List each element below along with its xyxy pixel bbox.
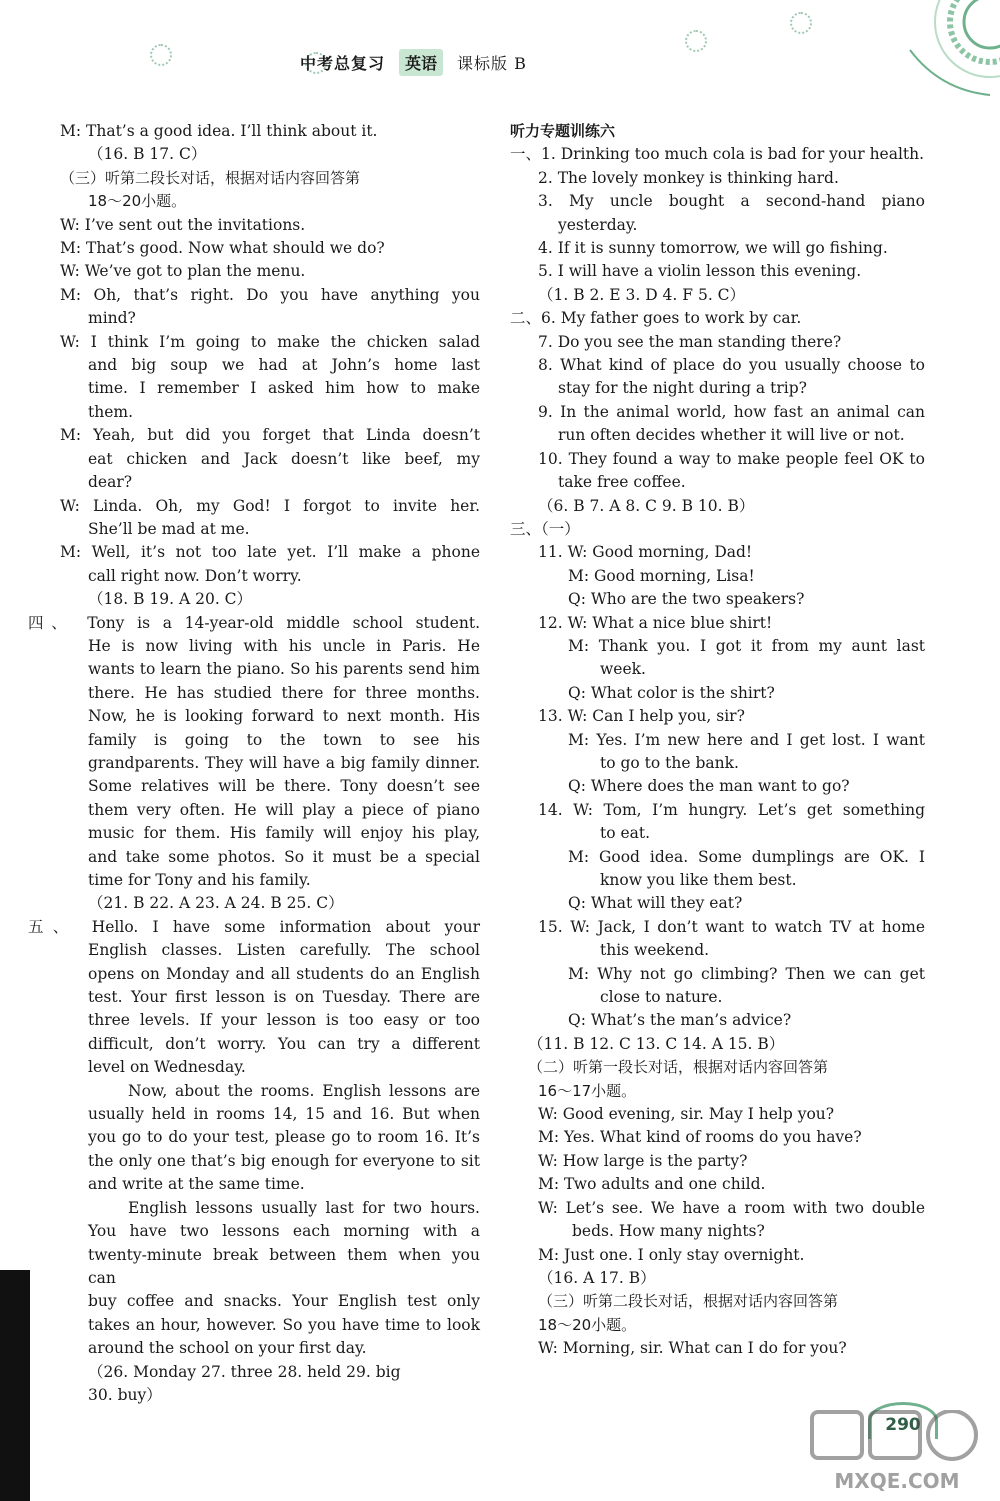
passage-line: level on Wednesday. [88, 1058, 246, 1077]
passage-line: He is now living with his uncle in Paris. He [88, 636, 480, 655]
answer-key: （21. B 22. A 23. A 24. B 25. C） [88, 894, 344, 913]
dialogue-line: M: Yes. What kind of rooms do you have? [538, 1128, 862, 1147]
series-title: 中考总复习 [300, 53, 386, 73]
passage-line: family is going to the town to see his [88, 730, 480, 749]
passage-line: there. He has studied there for three months. [88, 683, 480, 702]
dialogue-line: M: That’s a good idea. I’ll think about it. [60, 122, 378, 140]
passage-line: English lessons usually last for two hours. [128, 1198, 480, 1217]
answer-key: （11. B 12. C 13. C 14. A 15. B） [528, 1034, 785, 1053]
passage-line: Now, about the rooms. English lessons are [128, 1081, 480, 1100]
section-instruction: 16～17小题。 [538, 1081, 637, 1100]
dialogue-line: W: I think I’m going to make the chicken salad [60, 332, 480, 351]
sentence-line: run often decides whether it will live or not. [558, 426, 905, 445]
dialogue-line: 14. W: Tom, I’m hungry. Let’s get something [538, 800, 925, 819]
subject-label: 英语 [399, 49, 443, 76]
corner-ornament [900, 0, 1000, 110]
section-heading: 听力专题训练六 [510, 122, 616, 140]
dialogue-line: W: I’ve sent out the invitations. [60, 215, 306, 234]
section-instruction: （三）听第二段长对话，根据对话内容回答第 [60, 168, 361, 187]
dialogue-line: W: Let’s see. We have a room with two double [538, 1198, 925, 1217]
decorative-dot [150, 44, 172, 66]
dialogue-line: them. [88, 402, 134, 421]
passage-line: around the school on your first day. [88, 1339, 367, 1358]
passage-line: and write at the same time. [88, 1175, 305, 1194]
passage-line: usually held in rooms 14, 15 and 16. But when [88, 1105, 480, 1124]
section-heading: 三、（一） [510, 519, 580, 538]
dialogue-line: this weekend. [600, 941, 710, 960]
dialogue-line: 12. W: What a nice blue shirt! [538, 613, 773, 632]
dialogue-line: W: Linda. Oh, my God! I forgot to invite her. [60, 496, 480, 515]
dialogue-line: time. I remember I asked him how to make [88, 379, 480, 398]
passage-line: You have two lessons each morning with a [88, 1222, 480, 1241]
dialogue-line: close to nature. [600, 988, 723, 1007]
dialogue-line: Q: What will they eat? [568, 894, 743, 913]
dialogue-line: W: We’ve got to plan the menu. [60, 262, 306, 281]
dialogue-line: M: Good morning, Lisa! [568, 566, 755, 585]
passage-line: Some relatives will be there. Tony doesn’t see [88, 777, 480, 796]
dialogue-line: W: Morning, sir. What can I do for you? [538, 1339, 847, 1358]
passage-line: opens on Monday and all students do an English [88, 964, 480, 983]
dialogue-line: M: Good idea. Some dumplings are OK. I [568, 847, 925, 866]
passage-line: them very often. He will play a piece of piano [88, 800, 480, 819]
scan-edge [0, 1270, 30, 1501]
decorative-dot [685, 30, 707, 52]
section-instruction: （二）听第一段长对话，根据对话内容回答第 [528, 1058, 829, 1077]
answer-key: （1. B 2. E 3. D 4. F 5. C） [538, 285, 746, 304]
dialogue-line: Q: Where does the man want to go? [568, 777, 850, 796]
page-number: 290 [868, 1402, 938, 1439]
dialogue-line: call right now. Don’t worry. [88, 566, 302, 585]
sentence-line: 9. In the animal world, how fast an animal can [538, 402, 925, 421]
dialogue-line: M: Well, it’s not too late yet. I’ll make a phone [60, 543, 480, 562]
passage-line: three levels. If your lesson is too easy or too [88, 1011, 480, 1030]
dialogue-line: beds. How many nights? [572, 1222, 765, 1241]
passage-line: grandparents. They will have a big family dinner. [88, 753, 480, 772]
passage-line: time for Tony and his family. [88, 871, 311, 889]
dialogue-line: know you like them best. [600, 871, 797, 889]
decorative-dot [790, 12, 812, 34]
passage-line: Now, he is looking forward to next month. His [88, 707, 480, 726]
dialogue-line: mind? [88, 309, 136, 328]
dialogue-line: W: How large is the party? [538, 1151, 748, 1170]
dialogue-line: M: Yeah, but did you forget that Linda doesn’t [60, 426, 480, 445]
dialogue-line: 11. W: Good morning, Dad! [538, 543, 753, 562]
section-instruction: 18～20小题。 [538, 1315, 637, 1334]
answer-key: （6. B 7. A 8. C 9. B 10. B） [538, 496, 755, 515]
watermark-logo [802, 1410, 992, 1495]
sentence-line: 一、1. Drinking too much cola is bad for your health. [510, 145, 925, 164]
passage-line: English classes. Listen carefully. The school [88, 941, 480, 960]
dialogue-line: and big soup we had at John’s home last [88, 356, 480, 375]
dialogue-line: Q: What’s the man’s advice? [568, 1011, 792, 1030]
dialogue-line: M: Why not go climbing? Then we can get [568, 964, 925, 983]
passage-line: twenty-minute break between them when you can [88, 1245, 480, 1287]
sentence-line: 8. What kind of place do you usually choose to [538, 356, 925, 375]
passage-line: 五、 Hello. I have some information about your [28, 917, 480, 936]
passage-line: buy coffee and snacks. Your English test only [88, 1292, 480, 1311]
passage-line: 四、 Tony is a 14-year-old middle school student. [28, 613, 480, 632]
passage-line: music for them. His family will enjoy his play, [88, 824, 480, 843]
answer-key: （26. Monday 27. three 28. held 29. big [88, 1362, 401, 1381]
passage-line: the only one that’s big enough for everyone to sit [88, 1151, 480, 1170]
passage-line: difficult, don’t worry. You can try a different [88, 1034, 480, 1053]
passage-line: wants to learn the piano. So his parents send him [88, 660, 480, 679]
dialogue-line: 15. W: Jack, I don’t want to watch TV at home [538, 917, 925, 936]
sentence-line: 5. I will have a violin lesson this evening. [538, 262, 862, 281]
answer-key: （16. B 17. C） [88, 145, 207, 164]
sentence-line: 7. Do you see the man standing there? [538, 332, 842, 351]
dialogue-line: M: Two adults and one child. [538, 1175, 766, 1194]
dialogue-line: dear? [88, 473, 133, 492]
sentence-line: 2. The lovely monkey is thinking hard. [538, 168, 839, 187]
dialogue-line: 13. W: Can I help you, sir? [538, 707, 745, 726]
left-column [28, 120, 480, 1407]
sentence-line: 10. They found a way to make people feel OK to [538, 449, 925, 468]
dialogue-line: M: That’s good. Now what should we do? [60, 239, 385, 258]
dialogue-line: M: Yes. I’m new here and I get lost. I want [568, 730, 925, 749]
dialogue-line: M: Thank you. I got it from my aunt last [568, 636, 925, 655]
answer-key: （16. A 17. B） [538, 1268, 656, 1287]
sentence-line: 二、6. My father goes to work by car. [510, 309, 802, 328]
dialogue-line: W: Good evening, sir. May I help you? [538, 1105, 835, 1124]
section-instruction: 18～20小题。 [88, 192, 187, 211]
dialogue-line: to go to the bank. [600, 753, 739, 772]
section-instruction: （三）听第二段长对话，根据对话内容回答第 [538, 1292, 839, 1311]
sentence-line: yesterday. [558, 215, 638, 234]
passage-line: test. Your first lesson is on Tuesday. There are [88, 988, 480, 1007]
sentence-line: stay for the night during a trip? [558, 379, 807, 398]
dialogue-line: Q: What color is the shirt? [568, 683, 775, 702]
dialogue-line: week. [600, 660, 646, 679]
dialogue-line: M: Oh, that’s right. Do you have anything you [60, 285, 480, 304]
passage-line: you go to do your test, please go to room 16. It’s [88, 1128, 480, 1147]
passage-line: takes an hour, however. So you have time to look [88, 1315, 480, 1334]
sentence-line: 3. My uncle bought a second-hand piano [538, 192, 925, 211]
sentence-line: take free coffee. [558, 473, 686, 492]
answer-key: 30. buy） [88, 1385, 162, 1404]
dialogue-line: M: Just one. I only stay overnight. [538, 1245, 805, 1264]
dialogue-line: Q: Who are the two speakers? [568, 590, 805, 609]
page-header [300, 46, 527, 78]
svg-text:MXQE.COM: MXQE.COM [834, 1469, 960, 1493]
answer-key: （18. B 19. A 20. C） [88, 590, 253, 609]
dialogue-line: to eat. [600, 824, 651, 843]
dialogue-line: She’ll be mad at me. [88, 519, 250, 538]
dialogue-line: eat chicken and Jack doesn’t like beef, my [88, 449, 480, 468]
passage-line: and take some photos. So it must be a special [88, 847, 480, 866]
edition-label: 课标版 B [457, 53, 527, 73]
sentence-line: 4. If it is sunny tomorrow, we will go fishing. [538, 239, 888, 258]
right-column [510, 120, 925, 1361]
